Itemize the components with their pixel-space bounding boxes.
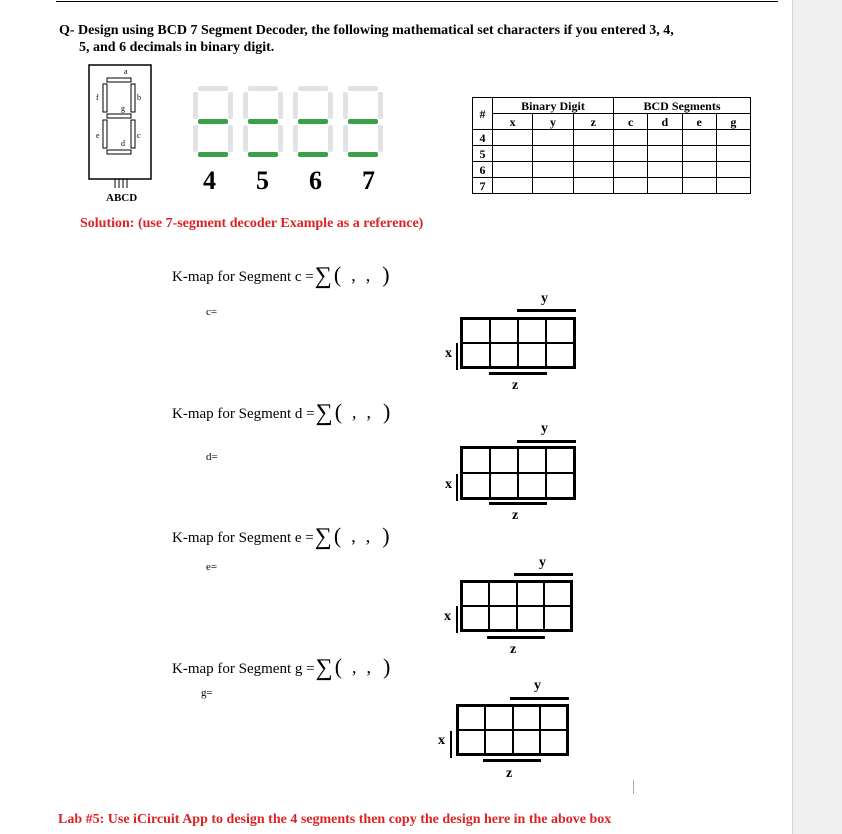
col-g: g <box>716 114 750 130</box>
kmap-title-e: K-map for Segment e =∑( , , ) <box>172 523 390 550</box>
kmap-title-d: K-map for Segment d =∑( , , ) <box>172 399 391 426</box>
var-y: y <box>541 421 548 436</box>
binary-digit-header: Binary Digit <box>493 98 614 114</box>
digit-3-segment-c <box>328 125 333 152</box>
digit-1-segment-f <box>193 92 198 119</box>
digit-4-segment-b <box>378 92 383 119</box>
x-bar <box>450 731 452 758</box>
var-y: y <box>539 555 546 570</box>
digit-2-segment-e <box>243 125 248 152</box>
text-cursor <box>633 780 634 794</box>
digit-labels <box>203 166 415 196</box>
label-g: g <box>121 104 125 113</box>
y-bar <box>514 573 573 576</box>
x-bar <box>456 343 458 370</box>
var-z: z <box>506 766 513 781</box>
table-row <box>473 162 751 178</box>
row-label: 6 <box>473 162 493 178</box>
var-x: x <box>444 609 451 624</box>
digit-label: 7 <box>362 166 375 195</box>
digit-1-segment-e <box>193 125 198 152</box>
lab-instructions: Lab #5: Use iCircuit App to design the 4 segments then copy the design here in the above box <box>58 812 612 827</box>
digit-3-segment-g <box>298 119 328 124</box>
row-label: 5 <box>473 146 493 162</box>
digit-2-segment-a <box>248 86 278 91</box>
row-label: 7 <box>473 178 493 194</box>
digit-3-segment-a <box>298 86 328 91</box>
digit-2-segment-g <box>248 119 278 124</box>
question-line-1: Q- Design using BCD 7 Segment Decoder, the following mathematical set characters if you entered 3, 4, <box>59 23 674 38</box>
segment-b <box>131 84 135 112</box>
digit-label: 4 <box>203 166 216 195</box>
table-row <box>473 130 751 146</box>
top-rule <box>56 1 778 2</box>
digit-4-segment-d <box>348 152 378 157</box>
y-bar <box>517 309 576 312</box>
question-line-2: 5, and 6 decimals in binary digit. <box>79 40 275 55</box>
segment-a <box>107 78 131 82</box>
equation-d: d= <box>206 451 218 463</box>
digit-displays <box>190 84 390 160</box>
segment-d <box>107 150 131 154</box>
segment-e <box>103 120 107 148</box>
label-a: a <box>124 67 128 76</box>
var-x: x <box>445 477 452 492</box>
digit-4-segment-c <box>378 125 383 152</box>
col-x: x <box>493 114 533 130</box>
digit-display-group <box>193 86 383 157</box>
digit-label: 5 <box>256 166 269 195</box>
window-margin <box>792 0 842 834</box>
digit-1-segment-b <box>228 92 233 119</box>
kmap-title-g: K-map for Segment g =∑( , , ) <box>172 654 391 681</box>
question-text <box>59 22 674 56</box>
col-e: e <box>682 114 716 130</box>
digit-1-segment-g <box>198 119 228 124</box>
var-z: z <box>512 508 519 523</box>
var-z: z <box>512 378 519 393</box>
digit-label: 6 <box>309 166 322 195</box>
kmap-grid-g <box>456 704 569 756</box>
table-row <box>473 178 751 194</box>
truth-table <box>472 97 751 194</box>
label-f: f <box>96 93 99 102</box>
kmap-grid-d <box>460 446 576 500</box>
col-y: y <box>533 114 573 130</box>
equation-c: c= <box>206 306 218 318</box>
kmap-grid-e <box>460 580 573 632</box>
z-bar <box>487 636 545 639</box>
col-d: d <box>648 114 682 130</box>
digit-3-segment-f <box>293 92 298 119</box>
hash-header: # <box>473 98 493 130</box>
col-c: c <box>614 114 648 130</box>
kmap-title-c: K-map for Segment c =∑( , , ) <box>172 262 390 289</box>
digit-1-segment-a <box>198 86 228 91</box>
var-x: x <box>438 733 445 748</box>
segment-c <box>131 120 135 148</box>
equation-e: e= <box>206 561 218 573</box>
segment-g <box>107 114 131 118</box>
var-y: y <box>541 291 548 306</box>
digit-2-segment-f <box>243 92 248 119</box>
digit-3-segment-d <box>298 152 328 157</box>
col-z: z <box>573 114 613 130</box>
label-b: b <box>137 93 141 102</box>
label-e: e <box>96 131 100 140</box>
x-bar <box>456 474 458 501</box>
z-bar <box>489 502 547 505</box>
kmap-grid-c <box>460 317 576 369</box>
label-c: c <box>137 131 141 140</box>
bcd-segments-header: BCD Segments <box>614 98 751 114</box>
digit-1-segment-d <box>198 152 228 157</box>
digit-4-segment-g <box>348 119 378 124</box>
var-x: x <box>445 346 452 361</box>
digit-2-segment-d <box>248 152 278 157</box>
digit-3-segment-e <box>293 125 298 152</box>
digit-1-segment-c <box>228 125 233 152</box>
var-y: y <box>534 678 541 693</box>
var-z: z <box>510 642 517 657</box>
y-bar <box>510 697 569 700</box>
digit-4-segment-f <box>343 92 348 119</box>
z-bar <box>489 372 547 375</box>
equation-g: g= <box>201 687 213 699</box>
digit-2-segment-b <box>278 92 283 119</box>
digit-4-segment-a <box>348 86 378 91</box>
z-bar <box>483 759 541 762</box>
digit-4-segment-e <box>343 125 348 152</box>
table-row <box>473 146 751 162</box>
row-label: 4 <box>473 130 493 146</box>
x-bar <box>456 606 458 633</box>
label-d: d <box>121 139 125 148</box>
segment-f <box>103 84 107 112</box>
input-label: ABCD <box>106 192 138 204</box>
y-bar <box>517 440 576 443</box>
seven-segment-diagram <box>88 64 153 206</box>
digit-2-segment-c <box>278 125 283 152</box>
digit-3-segment-b <box>328 92 333 119</box>
solution-text: Solution: (use 7-segment decoder Example as a reference) <box>80 216 424 231</box>
